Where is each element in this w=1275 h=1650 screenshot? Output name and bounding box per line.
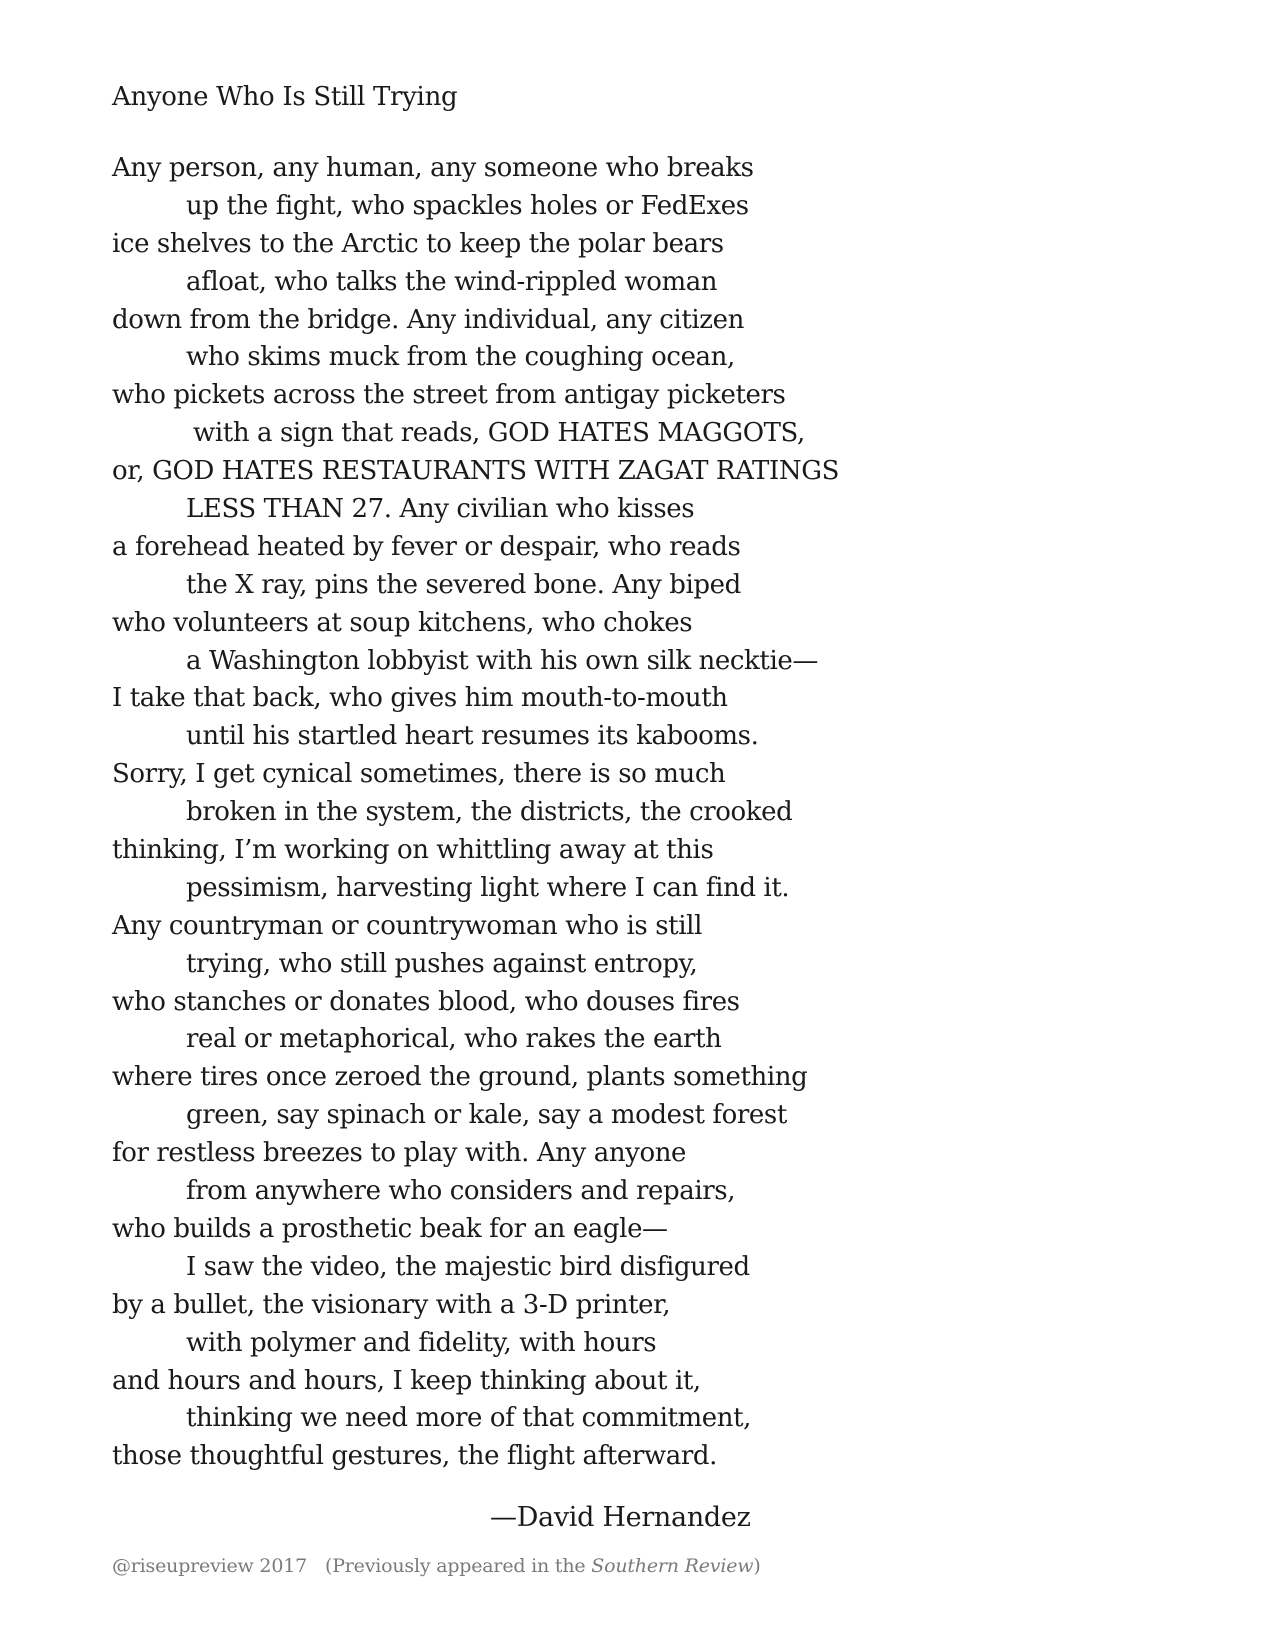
poem-line: trying, who still pushes against entropy, [186, 948, 698, 979]
poem-line: up the fight, who spackles holes or FedExes [186, 190, 749, 221]
footer-note-prefix: (Previously appeared in the [325, 1555, 592, 1577]
poem-line: green, say spinach or kale, say a modest forest [186, 1100, 787, 1131]
poem-line: until his startled heart resumes its kabooms. [186, 721, 759, 752]
poem-line: Sorry, I get cynical sometimes, there is so much [112, 759, 726, 790]
poem-line: thinking, I’m working on whittling away at this [112, 835, 714, 866]
poem-line: down from the bridge. Any individual, any citizen [112, 304, 744, 335]
poem-line: pessimism, harvesting light where I can find it. [186, 872, 790, 903]
poem-line: a forehead heated by fever or despair, who reads [112, 531, 741, 562]
poem-line: those thoughtful gestures, the flight afterward. [112, 1441, 717, 1472]
poem-line: ice shelves to the Arctic to keep the polar bears [112, 228, 724, 259]
poem-title: Anyone Who Is Still Trying [112, 82, 458, 112]
poem-line: Any countryman or countrywoman who is still [112, 910, 702, 941]
poem-line: who pickets across the street from antigay picketers [112, 380, 786, 411]
poem-line: real or metaphorical, who rakes the earth [186, 1024, 722, 1055]
poem-line: I saw the video, the majestic bird disfigured [186, 1251, 750, 1282]
poem-line: and hours and hours, I keep thinking about it, [112, 1365, 701, 1396]
poem-line: the X ray, pins the severed bone. Any biped [186, 569, 741, 600]
footer-credit [112, 1554, 761, 1578]
poem-line: LESS THAN 27. Any civilian who kisses [186, 494, 695, 525]
poem-line: a Washington lobbyist with his own silk necktie— [186, 645, 818, 676]
poem-line: by a bullet, the visionary with a 3-D printer, [112, 1289, 671, 1320]
poem-line: Any person, any human, any someone who breaks [112, 153, 754, 183]
poem-body [112, 150, 839, 1476]
poem-line: I take that back, who gives him mouth-to-mouth [112, 683, 728, 714]
poem-line: who stanches or donates blood, who douses fires [112, 986, 740, 1017]
poem-line: broken in the system, the districts, the crooked [186, 797, 793, 828]
poem-line: who builds a prosthetic beak for an eagle— [112, 1213, 668, 1244]
footer-note-suffix: ) [753, 1555, 761, 1577]
footer-handle: @riseupreview 2017 [112, 1555, 307, 1577]
poem-line: or, GOD HATES RESTAURANTS WITH ZAGAT RATINGS [112, 456, 839, 487]
footer-publication: Southern Review [591, 1555, 754, 1577]
poem-line: for restless breezes to play with. Any anyone [112, 1138, 687, 1169]
poem-line: afloat, who talks the wind-rippled woman [186, 266, 718, 297]
poem-line: who volunteers at soup kitchens, who chokes [112, 607, 693, 638]
poem-line: from anywhere who considers and repairs, [186, 1176, 736, 1207]
poem-line: with a sign that reads, GOD HATES MAGGOTS, [193, 418, 805, 449]
poem-line: where tires once zeroed the ground, plants something [112, 1062, 808, 1093]
poem-line: who skims muck from the coughing ocean, [186, 342, 735, 373]
poem-line: thinking we need more of that commitment, [186, 1403, 752, 1434]
author-signature: —David Hernandez [490, 1502, 751, 1533]
poem-line: with polymer and fidelity, with hours [186, 1327, 657, 1358]
